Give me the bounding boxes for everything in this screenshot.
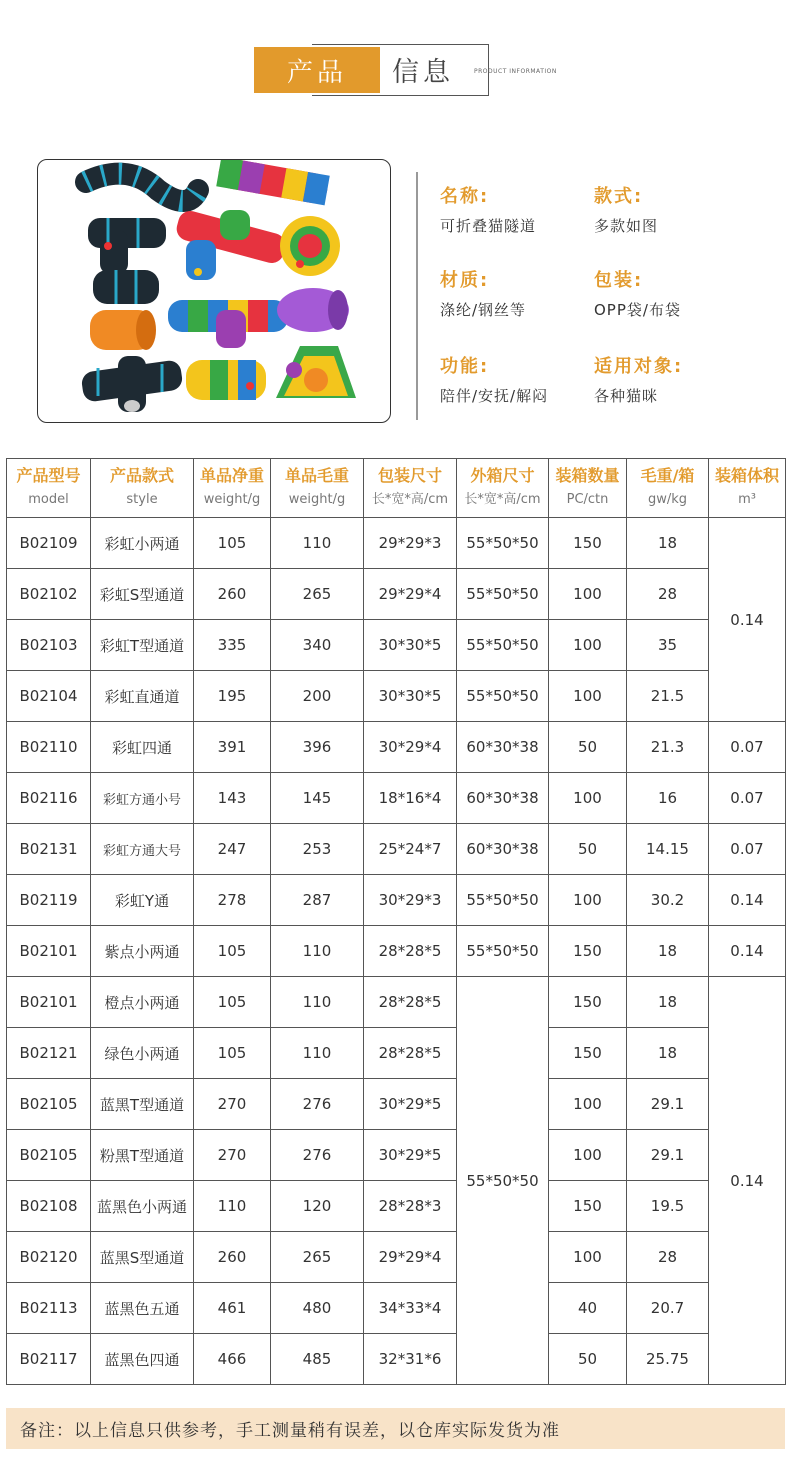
cell-model: B02131 [7, 824, 91, 875]
cell-carton: 55*50*50 [457, 569, 549, 620]
cell-model: B02109 [7, 518, 91, 569]
cell-model: B02119 [7, 875, 91, 926]
cell-qty: 50 [549, 824, 627, 875]
cell-carton: 55*50*50 [457, 671, 549, 722]
cell-qty: 40 [549, 1283, 627, 1334]
cell-style: 粉黑T型通道 [91, 1130, 194, 1181]
cell-style: 蓝黑色五通 [91, 1283, 194, 1334]
table-row [7, 1079, 786, 1130]
cell-net: 270 [194, 1079, 271, 1130]
table-row [7, 1232, 786, 1283]
cell-style: 彩虹S型通道 [91, 569, 194, 620]
cell-gw: 16 [627, 773, 709, 824]
target-value: 各种猫咪 [594, 387, 659, 405]
material-label: 材质: [440, 270, 490, 291]
table-row [7, 1334, 786, 1385]
cell-gross: 287 [271, 875, 364, 926]
cell-pack: 29*29*3 [364, 518, 457, 569]
cell-volume: 0.14 [709, 926, 786, 977]
name-value: 可折叠猫隧道 [440, 217, 537, 235]
cell-net: 105 [194, 926, 271, 977]
header-subtitle: PRODUCT INFORMATION [474, 68, 557, 75]
cell-net: 260 [194, 569, 271, 620]
cell-style: 彩虹小两通 [91, 518, 194, 569]
cell-gw: 28 [627, 569, 709, 620]
header-style: 产品款式 style [91, 459, 194, 518]
tunnel-purple [277, 288, 349, 332]
cell-gw: 29.1 [627, 1130, 709, 1181]
section-header [254, 44, 557, 96]
cell-net: 110 [194, 1181, 271, 1232]
cell-qty: 100 [549, 773, 627, 824]
cell-gross: 110 [271, 977, 364, 1028]
cell-gross: 110 [271, 518, 364, 569]
cell-gross: 200 [271, 671, 364, 722]
cell-qty: 100 [549, 671, 627, 722]
table-row [7, 926, 786, 977]
package-label: 包装: [594, 270, 644, 291]
cell-gw: 20.7 [627, 1283, 709, 1334]
target-label: 适用对象: [594, 356, 684, 377]
cell-carton: 60*30*38 [457, 824, 549, 875]
cell-qty: 150 [549, 518, 627, 569]
cell-gross: 110 [271, 1028, 364, 1079]
cell-gw: 21.3 [627, 722, 709, 773]
cell-gw: 28 [627, 1232, 709, 1283]
tunnel-orange [90, 310, 156, 350]
cell-qty: 150 [549, 977, 627, 1028]
tunnel-rainbow-t [168, 300, 288, 348]
cell-qty: 100 [549, 875, 627, 926]
name-label: 名称: [440, 186, 490, 207]
cell-gw: 18 [627, 518, 709, 569]
cell-qty: 100 [549, 569, 627, 620]
cell-model: B02117 [7, 1334, 91, 1385]
cell-net: 270 [194, 1130, 271, 1181]
material-value: 涤纶/钢丝等 [440, 301, 527, 319]
tunnel-black-t [88, 218, 166, 274]
cell-net: 461 [194, 1283, 271, 1334]
cell-pack: 25*24*7 [364, 824, 457, 875]
tunnel-black-cross [80, 356, 183, 412]
header-carton-size: 外箱尺寸 长*宽*高/cm [457, 459, 549, 518]
cell-net: 143 [194, 773, 271, 824]
cell-pack: 30*29*4 [364, 722, 457, 773]
package-value: OPP袋/布袋 [594, 301, 681, 319]
cell-carton: 55*50*50 [457, 926, 549, 977]
cell-gross: 340 [271, 620, 364, 671]
header-title-right: 信息 [392, 57, 454, 88]
cell-pack: 29*29*4 [364, 1232, 457, 1283]
cell-gw: 21.5 [627, 671, 709, 722]
disclaimer-note: 备注：以上信息只供参考，手工测量稍有误差，以仓库实际发货为准 [6, 1408, 785, 1449]
divider-line [416, 172, 418, 420]
cell-style: 彩虹T型通道 [91, 620, 194, 671]
cell-style: 橙点小两通 [91, 977, 194, 1028]
cell-model: B02121 [7, 1028, 91, 1079]
cell-qty: 100 [549, 1232, 627, 1283]
cell-pack: 18*16*4 [364, 773, 457, 824]
cell-style: 彩虹直通道 [91, 671, 194, 722]
cell-pack: 30*30*5 [364, 671, 457, 722]
cell-gw: 19.5 [627, 1181, 709, 1232]
cell-gw: 18 [627, 926, 709, 977]
cell-model: B02108 [7, 1181, 91, 1232]
product-image [37, 159, 391, 423]
cell-style: 蓝黑色小两通 [91, 1181, 194, 1232]
cell-qty: 100 [549, 1130, 627, 1181]
cell-pack: 30*29*3 [364, 875, 457, 926]
cell-volume: 0.14 [709, 518, 786, 722]
cell-style: 彩虹方通小号 [91, 773, 194, 824]
table-row [7, 620, 786, 671]
cell-gw: 18 [627, 977, 709, 1028]
cell-qty: 150 [549, 1181, 627, 1232]
cell-model: B02105 [7, 1079, 91, 1130]
table-row [7, 1028, 786, 1079]
cell-volume: 0.14 [709, 977, 786, 1385]
cell-model: B02103 [7, 620, 91, 671]
cell-pack: 28*28*5 [364, 926, 457, 977]
cell-gross: 120 [271, 1181, 364, 1232]
cell-style: 紫点小两通 [91, 926, 194, 977]
cell-gw: 29.1 [627, 1079, 709, 1130]
cell-pack: 28*28*5 [364, 1028, 457, 1079]
cell-gw: 14.15 [627, 824, 709, 875]
cell-model: B02116 [7, 773, 91, 824]
cell-net: 105 [194, 977, 271, 1028]
cell-gw: 18 [627, 1028, 709, 1079]
cell-net: 195 [194, 671, 271, 722]
cell-pack: 30*29*5 [364, 1130, 457, 1181]
cell-pack: 29*29*4 [364, 569, 457, 620]
cell-model: B02105 [7, 1130, 91, 1181]
cell-net: 105 [194, 518, 271, 569]
cell-net: 466 [194, 1334, 271, 1385]
cell-net: 335 [194, 620, 271, 671]
cell-model: B02104 [7, 671, 91, 722]
cell-qty: 50 [549, 1334, 627, 1385]
cell-qty: 150 [549, 1028, 627, 1079]
cell-carton: 55*50*50 [457, 875, 549, 926]
cell-style: 蓝黑色四通 [91, 1334, 194, 1385]
cell-style: 彩虹Y通 [91, 875, 194, 926]
cell-style: 蓝黑T型通道 [91, 1079, 194, 1130]
table-row [7, 1283, 786, 1334]
table-row [7, 722, 786, 773]
cell-gross: 253 [271, 824, 364, 875]
cell-model: B02101 [7, 926, 91, 977]
cell-model: B02101 [7, 977, 91, 1028]
tunnel-black-straight [93, 270, 159, 304]
table-row [7, 569, 786, 620]
header-pack-size: 包装尺寸 长*宽*高/cm [364, 459, 457, 518]
table-row [7, 671, 786, 722]
cell-gross: 485 [271, 1334, 364, 1385]
table-row [7, 977, 786, 1028]
cell-model: B02120 [7, 1232, 91, 1283]
table-row [7, 824, 786, 875]
table-row [7, 773, 786, 824]
cell-net: 278 [194, 875, 271, 926]
cell-gross: 276 [271, 1130, 364, 1181]
tunnel-black-s [86, 174, 198, 201]
cell-net: 391 [194, 722, 271, 773]
cell-pack: 28*28*5 [364, 977, 457, 1028]
cell-gross: 480 [271, 1283, 364, 1334]
table-row [7, 875, 786, 926]
cell-carton: 55*50*50 [457, 977, 549, 1385]
cell-volume: 0.14 [709, 875, 786, 926]
cell-gross: 110 [271, 926, 364, 977]
cell-gross: 276 [271, 1079, 364, 1130]
header-title-left: 产品 [254, 47, 380, 93]
table-header-row [7, 459, 786, 518]
cell-model: B02113 [7, 1283, 91, 1334]
cell-style: 彩虹四通 [91, 722, 194, 773]
cell-carton: 55*50*50 [457, 620, 549, 671]
cell-gross: 396 [271, 722, 364, 773]
cell-net: 105 [194, 1028, 271, 1079]
tunnel-rainbow-y [280, 216, 340, 276]
table-row [7, 1130, 786, 1181]
cell-pack: 32*31*6 [364, 1334, 457, 1385]
cell-qty: 100 [549, 1079, 627, 1130]
tunnel-rainbow-long [216, 160, 330, 205]
cell-gw: 35 [627, 620, 709, 671]
cell-style: 蓝黑S型通道 [91, 1232, 194, 1283]
cell-pack: 30*29*5 [364, 1079, 457, 1130]
cell-qty: 100 [549, 620, 627, 671]
function-label: 功能: [440, 356, 490, 377]
cell-carton: 60*30*38 [457, 773, 549, 824]
cell-style: 绿色小两通 [91, 1028, 194, 1079]
cell-volume: 0.07 [709, 722, 786, 773]
cell-qty: 50 [549, 722, 627, 773]
cell-net: 260 [194, 1232, 271, 1283]
tunnel-yellow-green [186, 360, 266, 400]
cell-volume: 0.07 [709, 773, 786, 824]
cat-tunnels-illustration [38, 160, 390, 422]
cell-model: B02102 [7, 569, 91, 620]
cell-pack: 28*28*3 [364, 1181, 457, 1232]
cell-pack: 34*33*4 [364, 1283, 457, 1334]
cell-pack: 30*30*5 [364, 620, 457, 671]
cell-carton: 55*50*50 [457, 518, 549, 569]
tunnel-triangle [276, 346, 356, 398]
function-value: 陪伴/安抚/解闷 [440, 387, 549, 405]
style-value: 多款如图 [594, 217, 659, 235]
header-quantity: 装箱数量 PC/ctn [549, 459, 627, 518]
tunnel-rainbow-cross [174, 208, 288, 280]
cell-style: 彩虹方通大号 [91, 824, 194, 875]
header-net-weight: 单品净重 weight/g [194, 459, 271, 518]
cell-gross: 145 [271, 773, 364, 824]
style-label: 款式: [594, 186, 644, 207]
cell-model: B02110 [7, 722, 91, 773]
cell-gross: 265 [271, 569, 364, 620]
header-gross-weight: 单品毛重 weight/g [271, 459, 364, 518]
header-volume: 装箱体积 m³ [709, 459, 786, 518]
cell-gw: 30.2 [627, 875, 709, 926]
cell-net: 247 [194, 824, 271, 875]
table-row [7, 518, 786, 569]
table-row [7, 1181, 786, 1232]
cell-carton: 60*30*38 [457, 722, 549, 773]
spec-table [6, 458, 786, 1385]
header-carton-weight: 毛重/箱 gw/kg [627, 459, 709, 518]
cell-gw: 25.75 [627, 1334, 709, 1385]
cell-gross: 265 [271, 1232, 364, 1283]
cell-qty: 150 [549, 926, 627, 977]
cell-volume: 0.07 [709, 824, 786, 875]
header-model: 产品型号 model [7, 459, 91, 518]
